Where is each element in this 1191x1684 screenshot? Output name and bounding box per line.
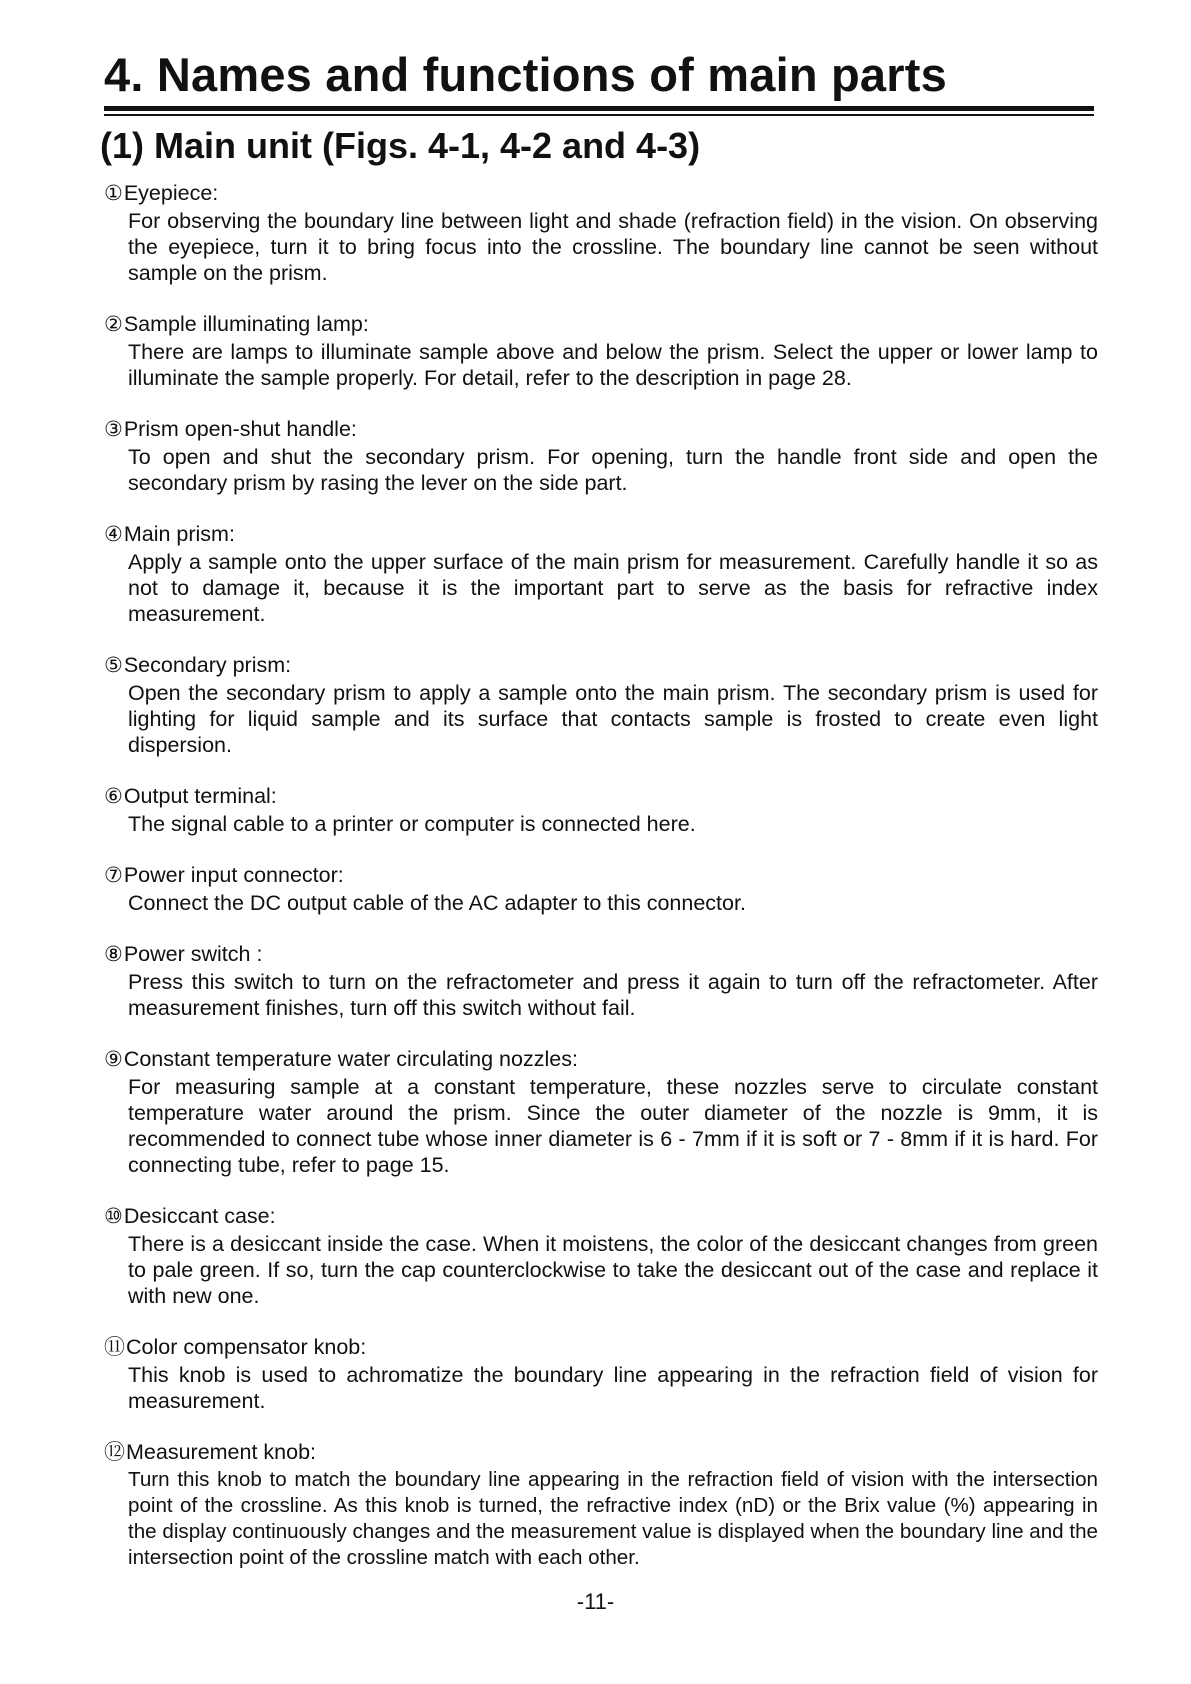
item-number: ③ (104, 418, 123, 441)
item-description: Open the secondary prism to apply a sample onto the main prism. The secondary prism is used for lighting for liquid sample and its surface that contacts sample is frosted to create even light dispersion. (128, 681, 1098, 757)
item-description: For observing the boundary line between light and shade (refraction field) in the vision. On observing the eyepiece, turn it to bring focus into the crossline. The boundary line cannot be seen without sample on the prism. (128, 209, 1098, 285)
item-label: Power switch : (123, 942, 263, 966)
part-item-color-compensator-knob (104, 1334, 1098, 1414)
item-number: ⑫ (104, 1441, 125, 1464)
item-description: Turn this knob to match the boundary line appearing in the refraction field of vision with the intersection point of the crossline. As this knob is turned, the refractive index (nD) or the Brix value (%) appearing in the display continuously changes and the measurement value is displayed when the boundary line and the intersection point of the crossline match with each other. (128, 1468, 1098, 1569)
item-label: Prism open-shut handle: (123, 417, 357, 441)
item-number: ⑤ (104, 654, 123, 677)
part-item-measurement-knob (104, 1439, 1098, 1571)
part-item-power-switch (104, 941, 1098, 1021)
title-rule-thick (104, 106, 1094, 111)
item-description: There are lamps to illuminate sample above and below the prism. Select the upper or lower lamp to illuminate the sample properly. For detail, refer to the description in page 28. (128, 340, 1098, 390)
item-description: There is a desiccant inside the case. When it moistens, the color of the desiccant changes from green to pale green. If so, turn the cap counterclockwise to take the desiccant out of the case and replace it with new one. (128, 1232, 1098, 1308)
part-item-main-prism (104, 521, 1098, 627)
page-title: 4. Names and functions of main parts (104, 48, 947, 101)
part-item-sample-illuminating-lamp (104, 311, 1098, 391)
item-description: This knob is used to achromatize the boundary line appearing in the refraction field of vision for measurement. (128, 1363, 1098, 1413)
item-label: Secondary prism: (123, 653, 292, 677)
item-label: Desiccant case: (123, 1204, 276, 1228)
item-description: Connect the DC output cable of the AC adapter to this connector. (128, 891, 746, 915)
title-rule-thin (104, 114, 1094, 116)
part-item-water-circulating-nozzles (104, 1046, 1098, 1178)
item-number: ⑪ (104, 1336, 125, 1359)
part-item-output-terminal (104, 783, 1098, 837)
item-number: ⑦ (104, 864, 123, 887)
parts-list (104, 180, 1098, 1596)
part-item-eyepiece (104, 180, 1098, 286)
item-description: Press this switch to turn on the refractometer and press it again to turn off the refractometer. After measurement finishes, turn off this switch without fail. (128, 970, 1098, 1020)
item-label: Main prism: (123, 522, 235, 546)
item-number: ⑨ (104, 1048, 123, 1071)
part-item-power-input-connector (104, 862, 1098, 916)
item-label: Constant temperature water circulating nozzles: (123, 1047, 578, 1071)
item-label: Eyepiece: (123, 181, 219, 205)
item-number: ⑥ (104, 785, 123, 808)
item-description: The signal cable to a printer or computer is connected here. (128, 812, 696, 836)
item-label: Output terminal: (123, 784, 277, 808)
item-label: Color compensator knob: (126, 1335, 367, 1359)
item-label: Measurement knob: (126, 1440, 317, 1464)
item-description: To open and shut the secondary prism. For opening, turn the handle front side and open the secondary prism by rasing the lever on the side part. (128, 445, 1098, 495)
item-number: ② (104, 313, 123, 336)
item-number: ⑧ (104, 943, 123, 966)
part-item-prism-open-shut-handle (104, 416, 1098, 496)
part-item-secondary-prism (104, 652, 1098, 758)
part-item-desiccant-case (104, 1203, 1098, 1309)
section-subtitle: (1) Main unit (Figs. 4-1, 4-2 and 4-3) (100, 125, 701, 166)
item-number: ⑩ (104, 1205, 123, 1228)
item-description: Apply a sample onto the upper surface of the main prism for measurement. Carefully handle it so as not to damage it, because it is the important part to serve as the basis for refractive index measurement. (128, 550, 1098, 626)
item-label: Sample illuminating lamp: (123, 312, 369, 336)
item-number: ④ (104, 523, 123, 546)
item-description: For measuring sample at a constant temperature, these nozzles serve to circulate constant temperature water around the prism. Since the outer diameter of the nozzle is 9mm, it is recommended to connect tube whose inner diameter is 6 - 7mm if it is soft or 7 - 8mm if it is hard. For connecting tube, refer to page 15. (128, 1075, 1098, 1177)
page-number: -11- (576, 1589, 615, 1614)
item-number: ① (104, 182, 123, 205)
item-label: Power input connector: (123, 863, 344, 887)
